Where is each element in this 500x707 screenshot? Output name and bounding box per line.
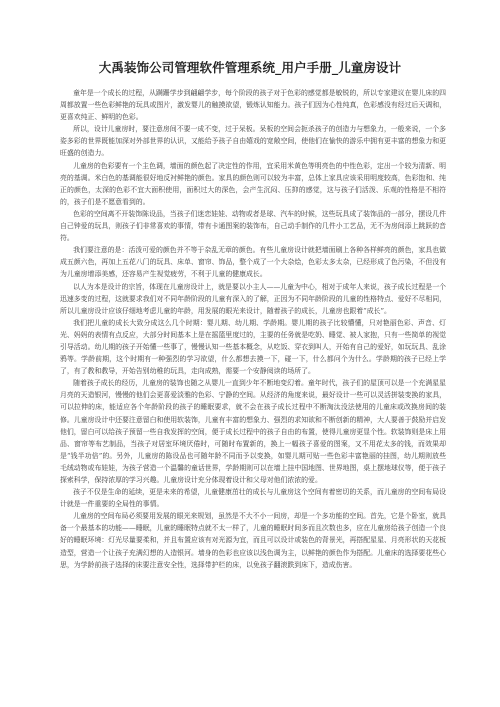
body-paragraph: 儿童房的色彩要有一个主色调，墙面的颜色起了决定性的作用，宜采用米黄色等明亮色的中性色彩，定出一个较为清新、明亮的基调。米白色的基调能很好地反衬鲜艳的颜色。家具的颜色则可以较为丰富，总体上家具应该采用明度较高，色彩饱和、纯正的颜色，太深的色彩不宜大面积使用，面积过大的深色，会产生沉闷、压抑的感觉，这与孩子们活泼、乐观的性格是不相符的，孩子们是不愿意看到的。 [60, 161, 446, 206]
body-paragraph: 孩子不仅是生命的延续，更是未来的希望，儿童健康茁壮的成长与儿童房这个空间有着密切的关系，而儿童房的空间布局设计就是一件重要的全局性的事情。 [60, 488, 446, 509]
body-paragraph: 我们把儿童的成长大致分成这么几个时期：婴儿期、幼儿期、学龄期。婴儿期的孩子比较懵懂，只对艳丽色彩、声音、灯光、妈妈的表情有点反应，大部分时间基本上是在摇篮里度过的，主要的任务就是吃奶、睡觉、被人家抱，只有一些简单的视觉引导活动。幼儿期的孩子开始懂一些事了，慢慢认知一些基本概念，从吃饭、穿衣到叫人，开始有自己的爱好，如玩玩具、乱涂鸦等。学龄前期，这个时期有一种强烈的学习欲望，什么都想去摸一下，碰一下，什么都问个为什么。学龄期的孩子已经上学了，有了教和教导，开始告别幼稚的玩具，走向成熟，需要一个安静阅读的场所了。 [60, 318, 446, 376]
body-paragraph: 色彩的空间离不开装饰陈设品，当孩子们迷恋娃娃、动物或者是球、汽车的时候，这些玩具成了装饰品的一部分，摆设几件自己钟爱的玩具，则孩子们非常喜欢的事情，带有卡通图案的装饰布，自己动手制作的几件小工艺品，无不为房间添上跳跃的音符。 [60, 209, 446, 243]
body-paragraph: 我们要注意的是：活泼可爱的颜色并不等于杂乱无章的颜色。有些儿童房设计就把墙面刷上各种各样鲜亮的颜色，家具也做成五颜六色，再加上五花八门的玩具、床单、窗帘、饰品，整个成了一个大杂烩，色彩太多太杂，已经形成了色污染，不但没有为儿童房增添美感，还容易产生视觉疲劳，不利于儿童的健康成长。 [60, 246, 446, 279]
body-paragraph: 儿童房的空间布局必须要用发展的眼光来规划，虽然是不大不小一间房，却是一个多功能的空间。首先，它是个卧室，就具备一个最基本的功能——睡眠，儿童的睡眠特点就不太一样了，儿童的睡眠时间多而且次数也多，应在儿童房给孩子创造一个良好的睡眠环境：灯光尽量要柔和，并且布置应该有对光源为宜，而且可以设计或装色的背景光，再搭配星星、月亮形状的天花板造型，营造一个让孩子充满幻想的人造银河。墙身的色彩也应该以浅色调为主，以鲜艳的颜色作为搭配。儿童床的选择要花些心思，为学龄前孩子选择的床要注意安全性，选择带护栏的床，以免孩子翻滚跌到床下，造成伤害。 [60, 512, 446, 569]
body-paragraph: 所以，设计儿童房时，要注意房间不要一成不变，过于呆板。呆板的空间会扼杀孩子的创造力与想象力，一般来说，一个多姿多彩的世界既能加深对外部世界的认识，又能给予孩子自由嬉戏的宽敞空间，使他们在愉快的游乐中拥有更丰富的想象力和更旺盛的创造力。 [60, 125, 446, 158]
document-title: 大禹装饰公司管理软件管理系统_用户手册_儿童房设计 [98, 60, 402, 75]
body-paragraph: 随着孩子成长的经历，儿童房的装饰也随之从婴儿一直到少年不断地变幻着。童年时代，孩子们的屋顶可以是一个充满星星月亮的天造银河，慢慢的他们会更喜爱淡雅的色彩、宁静的空间。从经济的角度来说，最好设计一些可以灵活拼装变换的家具，可以拉伸的床，能适应各个年龄阶段的孩子的睡眠要求，就不会在孩子成长过程中不断淘汰没法使用的儿童床或改换房间的装修。儿童房设计中还要注意留白和使用软装饰，儿童有丰富的想象力、强烈的求知欲和不断创新的精神，大人要善于鼓励并启发他们，留白可以给孩子预留一些自我发挥的空间，便于成长过程中的孩子自由的布置，使得儿童房更显个性。软装饰则是床上用品、窗帘等布艺制品，当孩子对居室环境厌倦时，可随时布置新的，换上一幅孩子喜爱的图案，又不用花太多的钱，而效果却是“钱半功倍”的。另外，儿童房的陈设品也可随年龄不同而予以变换，如婴儿期可贴一些色彩丰富艳丽的挂图，幼儿期则放些毛绒动物或布娃娃，为孩子营造一个温馨的童话世界，学龄期则可以在墙上挂中国地图、世界地图，桌上摆地球仪等，便于孩子探索科学，保持浓厚的学习兴趣。儿童房设计充分体现着设计和父母对他们浓浓的爱。 [60, 379, 446, 484]
document-body [60, 87, 446, 571]
body-paragraph: 以人为本是设计的宗旨，体现在儿童房设计上，就是要以小主人——儿童为中心，相对于成年人来说，孩子成长过程是一个迅速多变的过程，这就要求我们对不同年龄阶段的儿童有深入的了解，正因为不同年龄阶段的儿童的性格特点、爱好不尽相同，所以儿童房设计应该仔细地考虑儿童的年龄，用发展的眼光来设计，随着孩子的成长，儿童房也跟着“成长”。 [60, 282, 446, 315]
body-paragraph: 童年是一个成长的过程，从蹒跚学步到翩翩学步，每个阶段的孩子对于色彩的感觉都是敏锐的，所以专家建议在婴儿床的四周都放置一些色彩鲜艳的玩具或图片，激发婴儿的触摸欲望，锻炼认知能力。孩子们因为心性纯真，色彩感没有经过后天调和，更喜欢纯正、鲜明的色彩。 [60, 89, 446, 122]
